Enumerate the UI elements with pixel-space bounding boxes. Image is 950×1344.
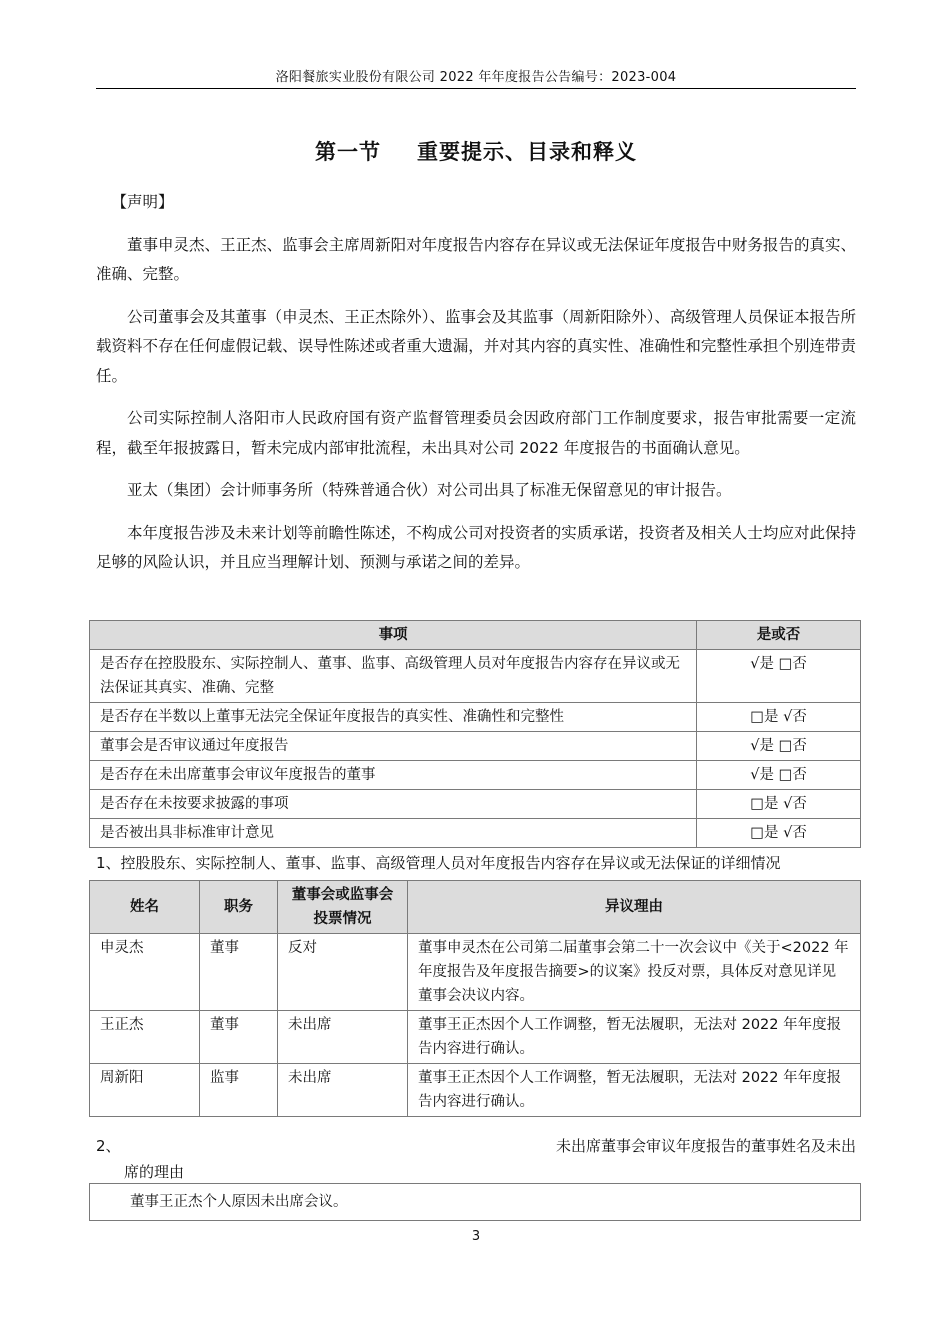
- section-title-number: 第一节: [315, 140, 381, 164]
- person-position: 董事: [200, 1011, 278, 1064]
- declaration-paragraph: 亚太（集团）会计师事务所（特殊普通合伙）对公司出具了标准无保留意见的审计报告。: [127, 481, 732, 499]
- section-2-title-part2: 席的理由: [124, 1163, 185, 1181]
- column-header-vote: 董事会或监事会投票情况: [278, 881, 408, 934]
- table-row: [90, 1011, 861, 1064]
- column-header-item: 事项: [90, 621, 697, 650]
- table-row: [90, 761, 861, 790]
- person-position: 董事: [200, 934, 278, 1011]
- page-number: 3: [471, 1229, 481, 1244]
- section-2-number: 2、: [96, 1137, 121, 1155]
- matter-answer: √是 □否: [697, 732, 861, 761]
- table-header-row: [90, 881, 861, 934]
- person-name: 王正杰: [90, 1011, 200, 1064]
- matter-item: 是否被出具非标准审计意见: [90, 819, 697, 848]
- table-row: [90, 1184, 861, 1221]
- section-title-text: 重要提示、目录和释义: [417, 140, 637, 164]
- person-name: 申灵杰: [90, 934, 200, 1011]
- table-row: [90, 703, 861, 732]
- page-header: 洛阳餐旅实业股份有限公司 2022 年年度报告公告编号：2023-004: [275, 70, 677, 85]
- objection-reason: 董事王正杰因个人工作调整，暂无法履职，无法对 2022 年年度报告内容进行确认。: [408, 1011, 861, 1064]
- table-row: [90, 934, 861, 1011]
- table-row: [90, 819, 861, 848]
- table-row: [90, 732, 861, 761]
- declaration-paragraph: 公司实际控制人洛阳市人民政府国有资产监督管理委员会因政府部门工作制度要求，报告审批需要一定流程，截至年报披露日，暂未完成内部审批流程，未出具对公司 2022 年度报告的书面确认意见。: [96, 409, 856, 457]
- matter-item: 董事会是否审议通过年度报告: [90, 732, 697, 761]
- table-row: [90, 790, 861, 819]
- matter-answer: √是 □否: [697, 761, 861, 790]
- section-2-heading: [96, 1133, 856, 1185]
- objection-table: [89, 880, 861, 1117]
- person-position: 监事: [200, 1064, 278, 1117]
- declaration-paragraph: 董事申灵杰、王正杰、监事会主席周新阳对年度报告内容存在异议或无法保证年度报告中财务报告的真实、准确、完整。: [96, 235, 856, 283]
- matter-item: 是否存在控股股东、实际控制人、董事、监事、高级管理人员对年度报告内容存在异议或无法保证其真实、准确、完整: [90, 650, 697, 703]
- column-header-position: 职务: [200, 881, 278, 934]
- declaration: [96, 188, 856, 578]
- column-header-answer: 是或否: [697, 621, 861, 650]
- matter-answer: √是 □否: [697, 650, 861, 703]
- matter-item: 是否存在未出席董事会审议年度报告的董事: [90, 761, 697, 790]
- declaration-paragraph: 公司董事会及其董事（申灵杰、王正杰除外）、监事会及其监事（周新阳除外）、高级管理人员保证本报告所载资料不存在任何虚假记载、误导性陈述或者重大遗漏，并对其内容的真实性、准确性和完整性承担个别连带责任。: [96, 307, 856, 385]
- matter-answer: □是 √否: [697, 819, 861, 848]
- absence-reason: 董事王正杰个人原因未出席会议。: [90, 1184, 861, 1221]
- header-rule: [96, 88, 856, 89]
- matters-table: [89, 620, 861, 848]
- person-name: 周新阳: [90, 1064, 200, 1117]
- matter-answer: □是 √否: [697, 790, 861, 819]
- column-header-reason: 异议理由: [408, 881, 861, 934]
- objection-reason: 董事申灵杰在公司第二届董事会第二十一次会议中《关于<2022 年年度报告及年度报告摘要>的议案》投反对票，具体反对意见详见董事会决议内容。: [408, 934, 861, 1011]
- matter-item: 是否存在半数以上董事无法完全保证年度报告的真实性、准确性和完整性: [90, 703, 697, 732]
- matter-answer: □是 √否: [697, 703, 861, 732]
- table-row: [90, 650, 861, 703]
- person-vote: 未出席: [278, 1064, 408, 1117]
- declaration-label: 【声明】: [111, 193, 174, 211]
- section-title: [96, 136, 856, 166]
- absence-reason-box: [89, 1183, 861, 1221]
- column-header-name: 姓名: [90, 881, 200, 934]
- section-1-heading: 1、控股股东、实际控制人、董事、监事、高级管理人员对年度报告内容存在异议或无法保证的详细情况: [96, 854, 781, 872]
- objection-reason: 董事王正杰因个人工作调整，暂无法履职，无法对 2022 年年度报告内容进行确认。: [408, 1064, 861, 1117]
- table-row: [90, 1064, 861, 1117]
- person-vote: 未出席: [278, 1011, 408, 1064]
- matter-item: 是否存在未按要求披露的事项: [90, 790, 697, 819]
- declaration-paragraph: 本年度报告涉及未来计划等前瞻性陈述，不构成公司对投资者的实质承诺，投资者及相关人士均应对此保持足够的风险认识，并且应当理解计划、预测与承诺之间的差异。: [96, 523, 856, 571]
- table-header-row: [90, 621, 861, 650]
- section-2-title-part1: 未出席董事会审议年度报告的董事姓名及未出: [555, 1137, 856, 1155]
- person-vote: 反对: [278, 934, 408, 1011]
